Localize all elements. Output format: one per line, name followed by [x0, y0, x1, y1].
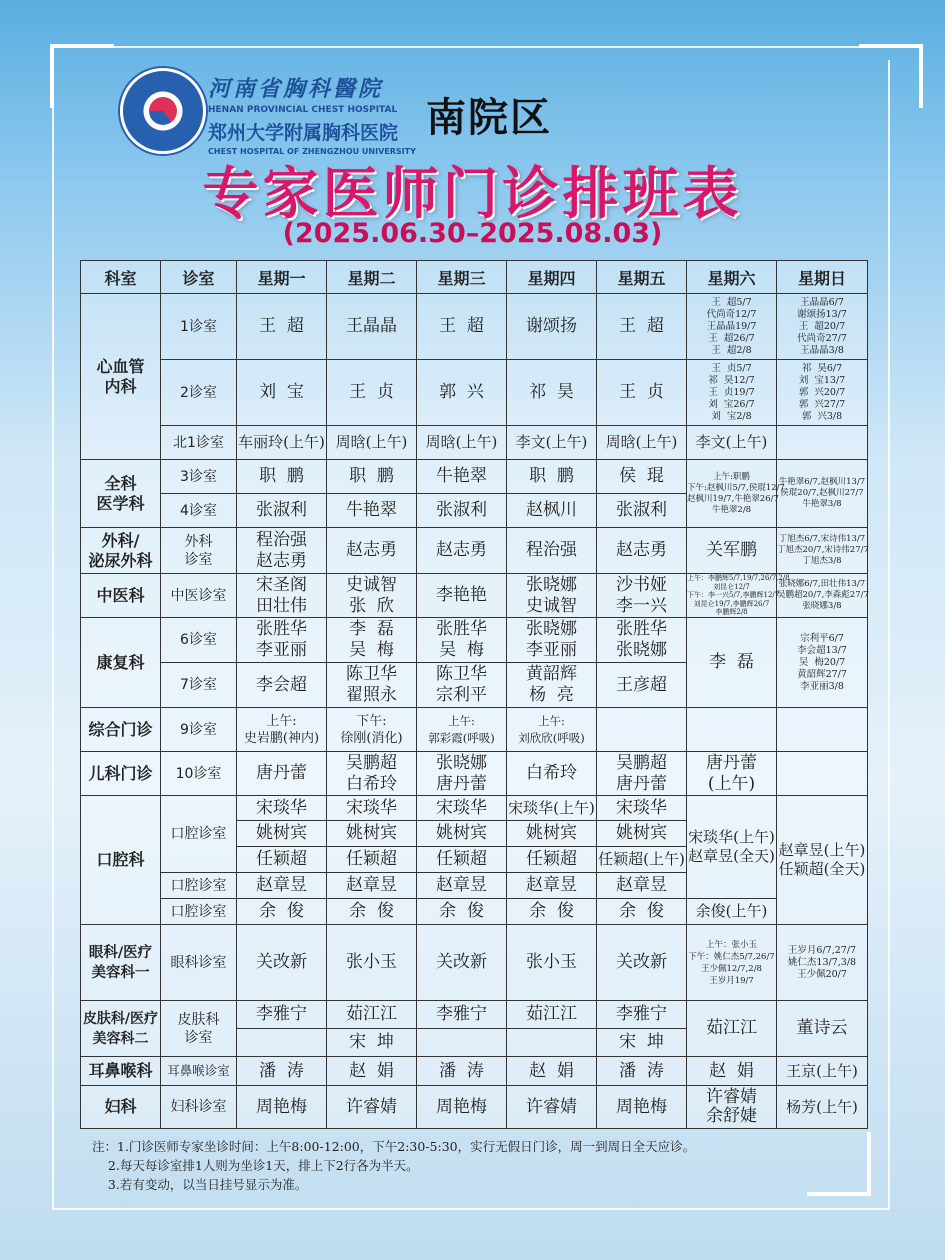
- doctor-cell: [777, 752, 868, 796]
- doctor-cell: 关改新: [597, 925, 687, 1001]
- weekend-schedule: 王晶晶6/7 谢颂扬13/7 王 超20/7 代尚奇27/7 王晶晶3/8: [777, 294, 868, 360]
- doctor-cell: 宋 坤: [327, 1029, 417, 1057]
- dept-cell: 外科/ 泌尿外科: [81, 528, 161, 574]
- doctor-cell: 王彦超: [597, 663, 687, 708]
- doctor-cell: 赵 娟: [687, 1057, 777, 1086]
- footnotes: [92, 1137, 695, 1194]
- doctor-cell: 赵章昱: [327, 873, 417, 899]
- doctor-cell: 下午: 徐刚(消化): [327, 708, 417, 752]
- weekend-schedule: 上午：张小玉 下午：姚仁杰5/7,26/7 王少佩12/7,2/8 王岁月19/7: [687, 925, 777, 1001]
- doctor-cell: 张淑利: [597, 494, 687, 528]
- room-cell: 口腔诊室: [161, 873, 237, 899]
- doctor-cell: 宋琰华(上午) 赵章昱(全天): [687, 796, 777, 899]
- doctor-cell: 赵章昱(上午) 任颖超(全天): [777, 796, 868, 925]
- dept-cell: 妇科: [81, 1086, 161, 1129]
- weekend-schedule: 宗利平6/7 李会超13/7 吴 梅20/7 黄韶辉27/7 李亚丽3/8: [777, 618, 868, 708]
- table-row: [81, 426, 868, 460]
- room-cell: 6诊室: [161, 618, 237, 663]
- doctor-cell: 姚树宾: [237, 821, 327, 847]
- doctor-cell: 张胜华 吴 梅: [417, 618, 507, 663]
- weekend-schedule: 上午：李鹏辉5/7,19/7,26/7,2/8 刘昆仑12/7 下午：李一兴5/7,李鹏辉12/7 刘昆仑19/7,李鹏辉26/7 李鹏辉2/8: [687, 574, 790, 617]
- doctor-cell: 李雅宁: [237, 1001, 327, 1029]
- doctor-cell: 张小玉: [327, 925, 417, 1001]
- dept-cell: 心血管 内科: [81, 294, 161, 460]
- doctor-cell: 李文(上午): [687, 426, 777, 460]
- doctor-cell: 张胜华 张晓娜: [597, 618, 687, 663]
- doctor-cell: 姚树宾: [597, 821, 687, 847]
- doctor-cell: 王 贞: [597, 360, 687, 426]
- doctor-cell: 姚树宾: [417, 821, 507, 847]
- schedule-table: [80, 260, 868, 1129]
- doctor-cell: 潘 涛: [417, 1057, 507, 1086]
- frame-top-line: [62, 46, 902, 48]
- doctor-cell: 上午: 刘欣欣(呼吸): [507, 708, 597, 752]
- doctor-cell: 沙书娅 李一兴: [597, 574, 687, 618]
- doctor-cell: 周艳梅: [237, 1086, 327, 1129]
- table-row: [81, 796, 868, 821]
- doctor-cell: 郭 兴: [417, 360, 507, 426]
- col-header: 星期四: [507, 261, 597, 294]
- weekend-schedule: 祁 昊6/7 刘 宝13/7 郭 兴20/7 郭 兴27/7 郭 兴3/8: [777, 360, 868, 426]
- doctor-cell: 周晗(上午): [327, 426, 417, 460]
- room-cell: 4诊室: [161, 494, 237, 528]
- hospital-name-cn: 河南省胸科醫院: [208, 76, 384, 102]
- doctor-cell: 赵章昱: [237, 873, 327, 899]
- doctor-cell: 赵章昱: [597, 873, 687, 899]
- room-cell: 2诊室: [161, 360, 237, 426]
- table-row: [81, 574, 868, 618]
- doctor-cell: 姚树宾: [327, 821, 417, 847]
- room-cell: 皮肤科 诊室: [161, 1001, 237, 1057]
- doctor-cell: 宋琰华: [597, 796, 687, 821]
- doctor-cell: 李雅宁: [417, 1001, 507, 1029]
- doctor-cell: 许睿婧: [327, 1086, 417, 1129]
- col-header: 星期六: [687, 261, 777, 294]
- doctor-cell: 茹江江: [687, 1001, 777, 1057]
- doctor-cell: 姚树宾: [507, 821, 597, 847]
- doctor-cell: 关改新: [237, 925, 327, 1001]
- hospital-logo-icon: [120, 68, 206, 154]
- doctor-cell: 许睿婧 余舒婕: [687, 1086, 777, 1129]
- doctor-cell: 黄韶辉 杨 亮: [507, 663, 597, 708]
- table-row: [81, 294, 868, 360]
- dept-cell: 耳鼻喉科: [81, 1057, 161, 1086]
- doctor-cell: 宋琰华(上午): [507, 796, 597, 821]
- doctor-cell: 史诚智 张 欣: [327, 574, 417, 618]
- table-row: [81, 899, 868, 925]
- col-header: 星期五: [597, 261, 687, 294]
- room-cell: 9诊室: [161, 708, 237, 752]
- doctor-cell: 张小玉: [507, 925, 597, 1001]
- doctor-cell: 陈卫华 翟照永: [327, 663, 417, 708]
- col-header: 星期二: [327, 261, 417, 294]
- frame-corner-top-right: [859, 44, 923, 108]
- doctor-cell: 张淑利: [417, 494, 507, 528]
- doctor-cell: [597, 708, 687, 752]
- doctor-cell: 王晶晶: [327, 294, 417, 360]
- doctor-cell: 余 俊: [237, 899, 327, 925]
- col-header: 科室: [81, 261, 161, 294]
- weekend-schedule: 王 贞5/7 祁 昊12/7 王 贞19/7 刘 宝26/7 刘 宝2/8: [687, 360, 777, 426]
- room-cell: 外科 诊室: [161, 528, 237, 574]
- doctor-cell: 王 超: [237, 294, 327, 360]
- room-cell: 1诊室: [161, 294, 237, 360]
- doctor-cell: 张晓娜 唐丹蕾: [417, 752, 507, 796]
- table-row: [81, 1057, 868, 1086]
- doctor-cell: 许睿婧: [507, 1086, 597, 1129]
- table-row: [81, 752, 868, 796]
- doctor-cell: 周晗(上午): [597, 426, 687, 460]
- doctor-cell: 刘 宝: [237, 360, 327, 426]
- dept-cell: 眼科/医疗 美容科一: [81, 925, 161, 1001]
- doctor-cell: 茹江江: [507, 1001, 597, 1029]
- weekend-schedule: 丁旭杰6/7,宋诗伟13/7 丁旭杰20/7,宋诗伟27/7 丁旭杰3/8: [777, 528, 868, 574]
- footnote-line: 注：1.门诊医师专家坐诊时间：上午8:00-12:00，下午2:30-5:30，实行无假日门诊，周一到周日全天应诊。: [92, 1139, 696, 1154]
- doctor-cell: 周艳梅: [417, 1086, 507, 1129]
- doctor-cell: 程治强: [507, 528, 597, 574]
- doctor-cell: 任颖超: [507, 847, 597, 873]
- table-row: [81, 460, 868, 494]
- doctor-cell: 王 超: [417, 294, 507, 360]
- room-cell: 3诊室: [161, 460, 237, 494]
- room-cell: 妇科诊室: [161, 1086, 237, 1129]
- doctor-cell: 车丽玲(上午): [237, 426, 327, 460]
- doctor-cell: 赵志勇: [417, 528, 507, 574]
- table-row: [81, 1086, 868, 1129]
- doctor-cell: 侯 琨: [597, 460, 687, 494]
- affiliate-name-cn: 郑州大学附属胸科医院: [208, 122, 399, 144]
- doctor-cell: 潘 涛: [597, 1057, 687, 1086]
- weekend-schedule: 王岁月6/7,27/7 姚仁杰13/7,3/8 王少佩20/7: [777, 925, 868, 1001]
- doctor-cell: 赵 娟: [327, 1057, 417, 1086]
- dept-cell: 口腔科: [81, 796, 161, 925]
- doctor-cell: 余俊(上午): [687, 899, 777, 925]
- doctor-cell: 牛艳翠: [327, 494, 417, 528]
- doctor-cell: 张晓娜 史诚智: [507, 574, 597, 618]
- doctor-cell: 周晗(上午): [417, 426, 507, 460]
- doctor-cell: 吴鹏超 白希玲: [327, 752, 417, 796]
- doctor-cell: 宋琰华: [237, 796, 327, 821]
- doctor-cell: 任颖超: [417, 847, 507, 873]
- doctor-cell: 宋琰华: [417, 796, 507, 821]
- page-title: 专家医师门诊排班表: [202, 162, 743, 227]
- doctor-cell: 李雅宁: [597, 1001, 687, 1029]
- weekend-schedule: 上午:职鹏 下午:赵枫川5/7,侯琨12/7 赵枫川19/7,牛艳翠26/7 牛艳翠2/8: [687, 460, 777, 528]
- date-range: (2025.06.30–2025.08.03): [282, 218, 663, 249]
- doctor-cell: [237, 1029, 327, 1057]
- doctor-cell: 上午: 史岩鹏(神内): [237, 708, 327, 752]
- room-cell: 7诊室: [161, 663, 237, 708]
- doctor-cell: 赵枫川: [507, 494, 597, 528]
- hospital-name-en: HENAN PROVINCIAL CHEST HOSPITAL: [208, 105, 398, 115]
- weekend-schedule: 张晓娜6/7,田壮伟13/7 吴鹏超20/7,李森彪27/7 张晓娜3/8: [777, 574, 868, 618]
- doctor-cell: 周艳梅: [597, 1086, 687, 1129]
- doctor-cell: 关改新: [417, 925, 507, 1001]
- campus-label: 南院区: [426, 95, 552, 141]
- weekend-schedule: 王 超5/7 代尚奇12/7 王晶晶19/7 王 超26/7 王 超2/8: [687, 294, 777, 360]
- dept-cell: 儿科门诊: [81, 752, 161, 796]
- doctor-cell: 余 俊: [507, 899, 597, 925]
- doctor-cell: 宋 坤: [597, 1029, 687, 1057]
- header-row: [81, 261, 868, 294]
- doctor-cell: 关军鹏: [687, 528, 777, 574]
- doctor-cell: 李会超: [237, 663, 327, 708]
- footnote-line: 2.每天每诊室排1人则为坐诊1天，排上下2行各为半天。: [92, 1158, 419, 1173]
- footnote-line: 3.若有变动，以当日挂号显示为准。: [92, 1177, 308, 1192]
- doctor-cell: 李 磊: [687, 618, 777, 708]
- doctor-cell: 潘 涛: [237, 1057, 327, 1086]
- doctor-cell: 吴鹏超 唐丹蕾: [597, 752, 687, 796]
- room-cell: 北1诊室: [161, 426, 237, 460]
- col-header: 星期一: [237, 261, 327, 294]
- room-cell: 眼科诊室: [161, 925, 237, 1001]
- doctor-cell: 余 俊: [327, 899, 417, 925]
- frame-bottom-line: [52, 1208, 890, 1210]
- frame-corner-top-left: [50, 44, 114, 108]
- room-cell: 中医诊室: [161, 574, 237, 618]
- table-row: [81, 925, 868, 1001]
- dept-cell: 全科 医学科: [81, 460, 161, 528]
- doctor-cell: 王京(上午): [777, 1057, 868, 1086]
- doctor-cell: 余 俊: [417, 899, 507, 925]
- doctor-cell: 赵章昱: [417, 873, 507, 899]
- table-row: [81, 618, 868, 663]
- col-header: 诊室: [161, 261, 237, 294]
- doctor-cell: 余 俊: [597, 899, 687, 925]
- doctor-cell: 王 贞: [327, 360, 417, 426]
- doctor-cell: 张淑利: [237, 494, 327, 528]
- dept-cell: 皮肤科/医疗 美容科二: [81, 1001, 161, 1057]
- doctor-cell: 李 磊 吴 梅: [327, 618, 417, 663]
- doctor-cell: 上午: 郭彩霞(呼吸): [417, 708, 507, 752]
- doctor-cell: [417, 1029, 507, 1057]
- doctor-cell: 祁 昊: [507, 360, 597, 426]
- doctor-cell: 职 鹏: [507, 460, 597, 494]
- dept-cell: 康复科: [81, 618, 161, 708]
- doctor-cell: 赵章昱: [507, 873, 597, 899]
- doctor-cell: 唐丹蕾: [237, 752, 327, 796]
- table-row: [81, 360, 868, 426]
- doctor-cell: 任颖超: [237, 847, 327, 873]
- doctor-cell: 张胜华 李亚丽: [237, 618, 327, 663]
- doctor-cell: 程治强 赵志勇: [237, 528, 327, 574]
- doctor-cell: 张晓娜 李亚丽: [507, 618, 597, 663]
- room-cell: 耳鼻喉诊室: [161, 1057, 237, 1086]
- doctor-cell: 任颖超: [327, 847, 417, 873]
- doctor-cell: 职 鹏: [237, 460, 327, 494]
- doctor-cell: 赵志勇: [327, 528, 417, 574]
- dept-cell: 综合门诊: [81, 708, 161, 752]
- doctor-cell: 赵 娟: [507, 1057, 597, 1086]
- weekend-schedule: 牛艳翠6/7,赵枫川13/7 侯琨20/7,赵枫川27/7 牛艳翠3/8: [777, 460, 868, 528]
- doctor-cell: 王 超: [597, 294, 687, 360]
- doctor-cell: 李艳艳: [417, 574, 507, 618]
- col-header: 星期三: [417, 261, 507, 294]
- doctor-cell: [777, 708, 868, 752]
- doctor-cell: 陈卫华 宗利平: [417, 663, 507, 708]
- doctor-cell: 李文(上午): [507, 426, 597, 460]
- frame-corner-bottom-right: [807, 1132, 871, 1196]
- doctor-cell: [687, 708, 777, 752]
- dept-cell: 中医科: [81, 574, 161, 618]
- doctor-cell: 谢颂扬: [507, 294, 597, 360]
- doctor-cell: 牛艳翠: [417, 460, 507, 494]
- doctor-cell: 赵志勇: [597, 528, 687, 574]
- doctor-cell: 任颖超(上午): [597, 847, 687, 873]
- table-row: [81, 1001, 868, 1029]
- room-cell: 10诊室: [161, 752, 237, 796]
- hospital-name-block: [208, 72, 416, 156]
- doctor-cell: 董诗云: [777, 1001, 868, 1057]
- doctor-cell: 白希玲: [507, 752, 597, 796]
- doctor-cell: 宋圣阁 田壮伟: [237, 574, 327, 618]
- col-header: 星期日: [777, 261, 868, 294]
- doctor-cell: 茹江江: [327, 1001, 417, 1029]
- table-row: [81, 708, 868, 752]
- affiliate-name-en: CHEST HOSPITAL OF ZHENGZHOU UNIVERSITY: [208, 147, 416, 156]
- doctor-cell: [777, 426, 868, 460]
- doctor-cell: 宋琰华: [327, 796, 417, 821]
- room-cell: 口腔诊室: [161, 796, 237, 873]
- doctor-cell: [507, 1029, 597, 1057]
- doctor-cell: 唐丹蕾 (上午): [687, 752, 777, 796]
- room-cell: 口腔诊室: [161, 899, 237, 925]
- doctor-cell: 杨芳(上午): [777, 1086, 868, 1129]
- doctor-cell: 职 鹏: [327, 460, 417, 494]
- table-row: [81, 528, 868, 574]
